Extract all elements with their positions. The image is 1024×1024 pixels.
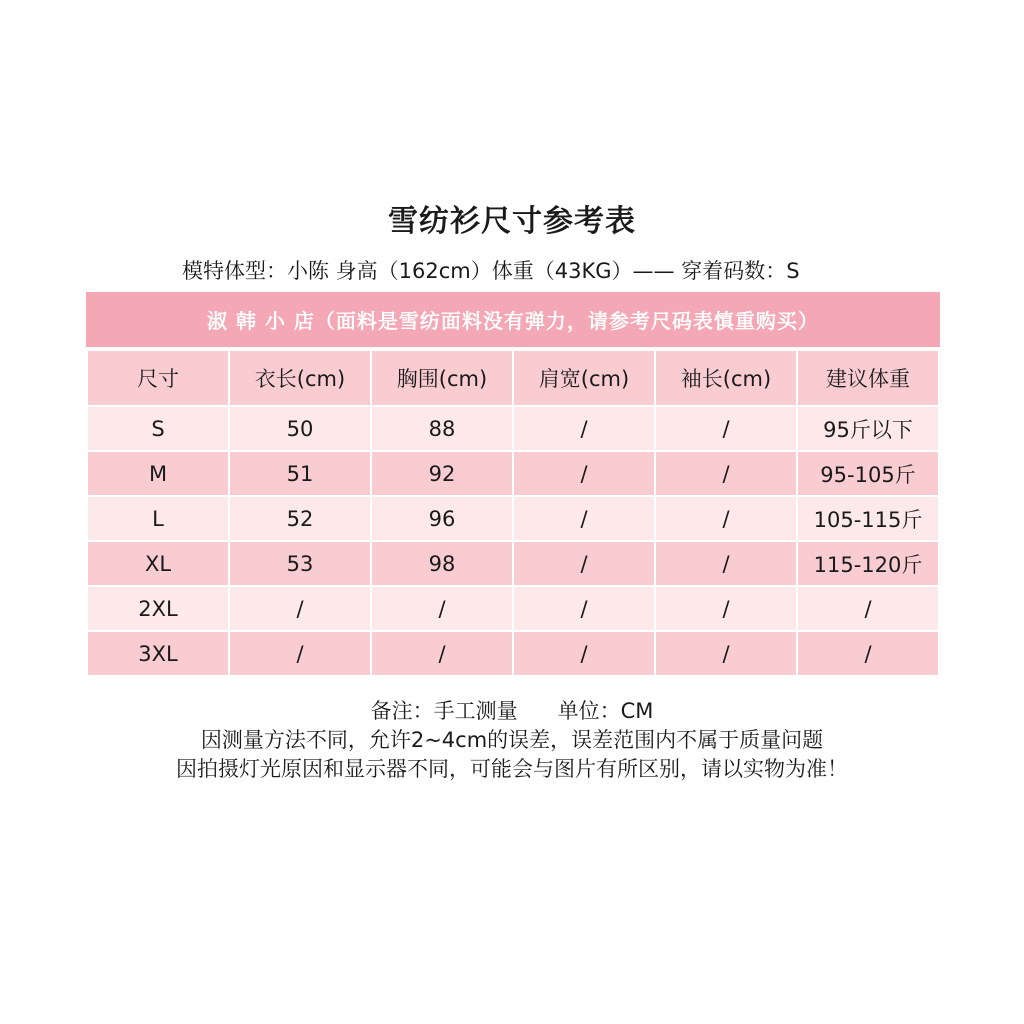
cell-weight: / — [798, 632, 938, 675]
table-row — [88, 587, 938, 630]
table-row — [88, 407, 938, 450]
cell-bust: / — [372, 632, 512, 675]
cell-size: S — [88, 407, 228, 450]
cell-shoulder: / — [514, 632, 654, 675]
cell-bust: 88 — [372, 407, 512, 450]
cell-sleeve: / — [656, 542, 796, 585]
cell-shoulder: / — [514, 587, 654, 630]
notes-line-2: 因测量方法不同，允许2~4cm的误差，误差范围内不属于质量问题 — [200, 728, 824, 752]
cell-size: M — [88, 452, 228, 495]
header-shoulder: 肩宽(cm) — [514, 351, 654, 405]
cell-length: 52 — [230, 497, 370, 540]
cell-sleeve: / — [656, 587, 796, 630]
cell-size: 2XL — [88, 587, 228, 630]
cell-weight: 95-105斤 — [798, 452, 938, 495]
cell-weight: / — [798, 587, 938, 630]
table-row — [88, 497, 938, 540]
cell-weight: 105-115斤 — [798, 497, 938, 540]
cell-size: XL — [88, 542, 228, 585]
cell-shoulder: / — [514, 542, 654, 585]
cell-shoulder: / — [514, 407, 654, 450]
notes-line-3: 因拍摄灯光原因和显示器不同，可能会与图片有所区别，请以实物为准！ — [176, 757, 848, 781]
cell-shoulder: / — [514, 452, 654, 495]
table-row — [88, 632, 938, 675]
cell-sleeve: / — [656, 497, 796, 540]
header-length: 衣长(cm) — [230, 351, 370, 405]
cell-bust: 92 — [372, 452, 512, 495]
cell-bust: 96 — [372, 497, 512, 540]
header-size: 尺寸 — [88, 351, 228, 405]
cell-sleeve: / — [656, 632, 796, 675]
cell-bust: / — [372, 587, 512, 630]
cell-sleeve: / — [656, 407, 796, 450]
cell-length: 53 — [230, 542, 370, 585]
model-info: 模特体型：小陈 身高（162cm）体重（43KG）—— 穿着码数：S — [182, 259, 800, 283]
cell-weight: 115-120斤 — [798, 542, 938, 585]
header-weight: 建议体重 — [798, 351, 938, 405]
cell-length: / — [230, 587, 370, 630]
notes-block — [0, 697, 1024, 784]
notes-line-1 — [0, 697, 1024, 726]
header-bust: 胸围(cm) — [372, 351, 512, 405]
cell-length: 51 — [230, 452, 370, 495]
cell-bust: 98 — [372, 542, 512, 585]
cell-size: L — [88, 497, 228, 540]
size-table — [86, 349, 940, 677]
cell-size: 3XL — [88, 632, 228, 675]
shop-banner: 淑 韩 小 店（面料是雪纺面料没有弹力，请参考尺码表慎重购买） — [86, 292, 940, 347]
cell-weight: 95斤以下 — [798, 407, 938, 450]
cell-sleeve: / — [656, 452, 796, 495]
table-row — [88, 452, 938, 495]
cell-length: / — [230, 632, 370, 675]
table-row — [88, 542, 938, 585]
table-header-row — [88, 351, 938, 405]
page-title: 雪纺衫尺寸参考表 — [388, 204, 636, 239]
header-sleeve: 袖长(cm) — [656, 351, 796, 405]
note-remark: 备注：手工测量 — [370, 699, 518, 723]
cell-length: 50 — [230, 407, 370, 450]
note-unit: 单位：CM — [557, 699, 654, 723]
cell-shoulder: / — [514, 497, 654, 540]
